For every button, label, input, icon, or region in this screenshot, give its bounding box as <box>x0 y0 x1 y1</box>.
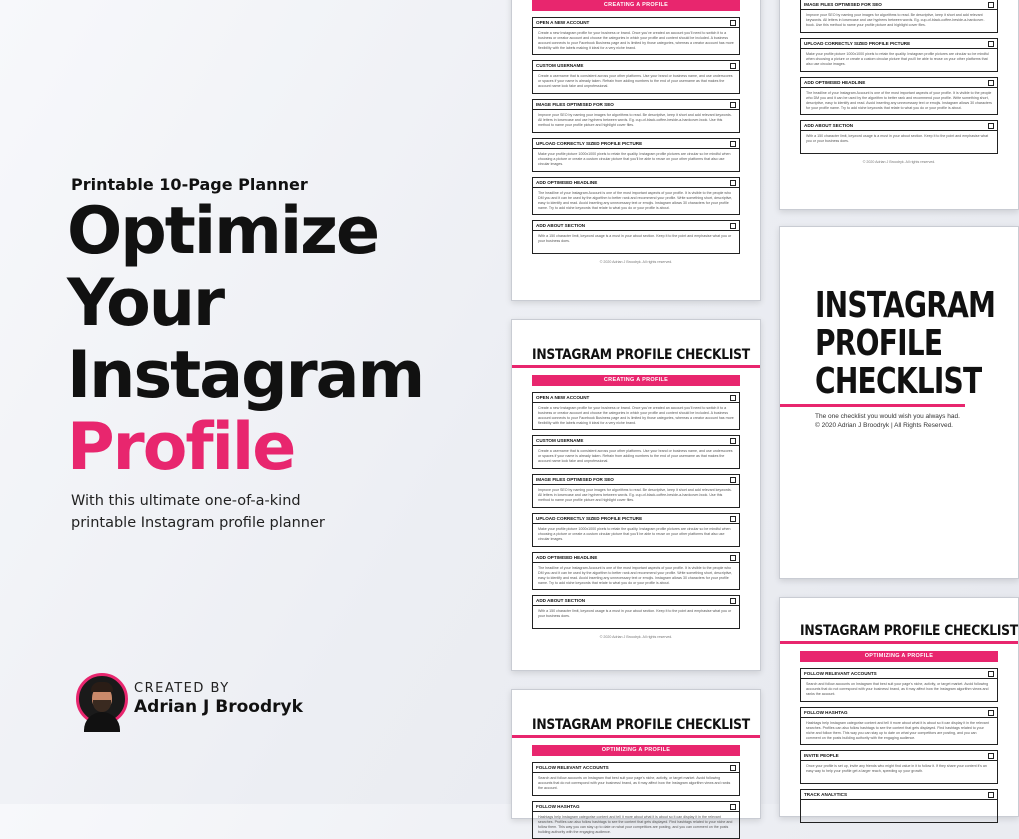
item-text: Create a new Instagram profile for your business or brand. Once you've created an account you'll need to switch it to a business or creator account and choose the categories in which your profile and content should be included. A business account connects to your Facebook Business page and is limited by those categories, whereas a creator account has more flexibility with the labels making it ideal for a very niche brand. <box>538 31 734 50</box>
checkbox[interactable] <box>730 438 736 444</box>
checklist-item <box>532 220 740 254</box>
checkbox[interactable] <box>730 395 736 401</box>
hero-title-line-1: Optimize <box>67 194 379 269</box>
item-title: FOLLOW HASHTAG <box>804 710 848 715</box>
item-text: Make your profile picture 1000x1000 pixels to retain the quality. Instagram profile pictures are circular so be mindful when choosing a picture or create a custom circular picture that you'll be able to reuse on your other platforms that also use circular images. <box>806 52 989 66</box>
checklist-page-creating-top <box>511 0 761 301</box>
checkbox[interactable] <box>988 792 994 798</box>
checklist-item <box>532 392 740 430</box>
checklist-item <box>532 17 740 55</box>
checklist-item <box>532 99 740 133</box>
item-text: Create a username that is consistent across your other platforms. Use your brand or business name, and use underscores or spaces if your name is already taken. Refrain from adding numbers to the end of your username as that makes the account name look fake and unprofessional. <box>538 449 733 463</box>
item-text: With a 150 character limit, keyword usage is a must in your about section. Keep it to the point and emphasise what you or your business does. <box>538 234 732 243</box>
avatar <box>76 673 128 725</box>
item-title: CUSTOM USERNAME <box>536 438 584 443</box>
creator-text <box>134 681 303 717</box>
item-title: IMAGE FILES OPTIMISED FOR SEO <box>536 477 614 482</box>
item-title: TRACK ANALYTICS <box>804 792 848 797</box>
checkbox[interactable] <box>730 555 736 561</box>
creating-banner: CREATING A PROFILE <box>532 375 740 386</box>
hero <box>0 0 500 804</box>
checklist-page-creating-right <box>779 0 1019 210</box>
hero-title-line-3: Instagram <box>67 338 424 413</box>
item-text: The headline of your Instagram Account is one of the most important aspects of your profile. It is visible to the people who DM you and it can be used by the algorithm to better rank and recommend your profile. Write something short, descriptive, easy to identify and read. Avoid inserting any unnecessary text or emojis. Instagram allows 30 characters for your profile name. Try to add niche keywords that relate to what you do or your profile is about. <box>538 566 733 585</box>
item-title: UPLOAD CORRECTLY SIZED PROFILE PICTURE <box>804 41 911 46</box>
item-title: ADD ABOUT SECTION <box>536 598 586 603</box>
optimizing-banner: OPTIMIZING A PROFILE <box>800 651 998 662</box>
checklist-item <box>532 60 740 94</box>
checklist-page-creating-full <box>511 319 761 671</box>
checklist-page-optimizing-right <box>779 597 1019 817</box>
hero-tagline-line-2: printable Instagram profile planner <box>71 515 325 531</box>
checklist-item <box>532 138 740 172</box>
item-title: ADD OPTIMISED HEADLINE <box>536 180 598 185</box>
checkbox[interactable] <box>988 80 994 86</box>
checklist-item <box>800 668 998 702</box>
heading-rule <box>512 735 760 738</box>
checklist-item <box>800 707 998 745</box>
item-text: Hashtags help Instagram categorise content and tell it more about what it is about so it can display it in the relevant searches. Profiles can also follow hashtags to see the content that gets displayed. Find hashtags related to your niche and follow them. This way you can stay up to date on what your competitors are posting, and you can comment on the posts building authority with the engaging audience. <box>806 721 989 740</box>
checkbox[interactable] <box>988 710 994 716</box>
checklist-item <box>800 120 998 154</box>
checkbox[interactable] <box>730 63 736 69</box>
item-title: ADD OPTIMISED HEADLINE <box>536 555 598 560</box>
item-text <box>801 800 997 822</box>
item-text: Improve your SEO by naming your images for algorithms to read. Be descriptive, keep it short and add relevant keywords. All letters in lowercase and use hyphens between words. Eg. cup-of-black-coffee-beside-a-hardcover-book. Use this method to name your profile picture and highlight cover files. <box>538 113 732 127</box>
avatar-body <box>84 712 120 732</box>
item-title: ADD ABOUT SECTION <box>804 123 854 128</box>
checklist-item <box>532 435 740 469</box>
checkbox[interactable] <box>730 223 736 229</box>
creator-block <box>76 673 303 725</box>
checklist-item <box>800 789 998 823</box>
checkbox[interactable] <box>730 20 736 26</box>
hero-title-line-2: Your <box>67 266 224 341</box>
checklist-cover-page <box>779 226 1019 579</box>
cover-title-line-1: INSTAGRAM <box>815 285 996 326</box>
item-text: Hashtags help Instagram categorise content and tell it more about what it is about so it can display it in the relevant searches. Profiles can also follow hashtags to see the content that gets displayed. Find hashtags related to your niche and follow them. This way you can stay up to date on what your competitors are posting, and you can comment on the posts building authority with the engaging audience. <box>538 815 733 834</box>
checkbox[interactable] <box>988 123 994 129</box>
checklist-item <box>800 77 998 115</box>
item-text: Search and follow accounts on Instagram that best suit your page's niche, activity, or target market. Avoid following accounts that do not correspond with your business/ brand, as it may affect how the Instagram algorithm views and ranks the account. <box>806 682 989 696</box>
item-text: Search and follow accounts on Instagram that best suit your page's niche, activity, or target market. Avoid following accounts that do not correspond with your business/ brand, as it may affect how the Instagram algorithm views and ranks the account. <box>538 776 731 790</box>
checklist-item <box>532 177 740 215</box>
checklist-item <box>532 801 740 839</box>
cover-tagline: The one checklist you would wish you always had. <box>815 413 960 420</box>
checklist-page-optimizing-bottom <box>511 689 761 834</box>
item-title: IMAGE FILES OPTIMISED FOR SEO <box>536 102 614 107</box>
item-text: Create a username that is consistent across your other platforms. Use your brand or business name, and use underscores or spaces if your name is already taken. Refrain from adding numbers to the end of your username as that makes the account name look fake and unprofessional. <box>538 74 733 88</box>
checklist-item <box>800 0 998 33</box>
cover-rule <box>780 404 965 407</box>
item-text: Make your profile picture 1000x1000 pixels to retain the quality. Instagram profile pictures are circular so be mindful when choosing a picture or create a custom circular picture that you'll be able to reuse on your other platforms that also use circular images. <box>538 152 731 166</box>
checklist-heading: INSTAGRAM PROFILE CHECKLIST <box>800 623 1018 639</box>
item-text: Improve your SEO by naming your images for algorithms to read. Be descriptive, keep it short and add relevant keywords. All letters in lowercase and use hyphens between words. Eg. cup-of-black-coffee-beside-a-hardcover-book. Use this method to name your profile picture and highlight cover files. <box>538 488 732 502</box>
checklist-item <box>800 38 998 72</box>
optimizing-banner: OPTIMIZING A PROFILE <box>532 745 740 756</box>
item-title: CUSTOM USERNAME <box>536 63 584 68</box>
heading-rule <box>512 365 760 368</box>
checklist-item <box>532 513 740 547</box>
item-title: UPLOAD CORRECTLY SIZED PROFILE PICTURE <box>536 141 643 146</box>
item-title: UPLOAD CORRECTLY SIZED PROFILE PICTURE <box>536 516 643 521</box>
checkbox[interactable] <box>988 671 994 677</box>
item-title: FOLLOW RELEVANT ACCOUNTS <box>536 765 609 770</box>
item-text: Improve your SEO by naming your images for algorithms to read. Be descriptive, keep it short and add relevant keywords. All letters in lowercase and use hyphens between words. Eg. cup-of-black-coffee-beside-a-hardcover-book. Use this method to name your profile picture and highlight cover files. <box>806 13 985 27</box>
item-title: OPEN A NEW ACCOUNT <box>536 20 590 25</box>
checklist-item <box>532 552 740 590</box>
item-text: With a 150 character limit, keyword usage is a must in your about section. Keep it to the point and emphasise what you or your business does. <box>806 134 989 143</box>
checkbox[interactable] <box>730 804 736 810</box>
checklist-item <box>532 474 740 508</box>
item-text: The headline of your Instagram Account is one of the most important aspects of your profile. It is visible to the people who DM you and it can be used by the algorithm to better rank and recommend your profile. Write something short, descriptive, easy to identify and read. Avoid inserting any unnecessary text or emojis. Instagram allows 30 characters for your profile name. Try to add niche keywords that relate to what you do or your profile is about. <box>538 191 733 210</box>
checkbox[interactable] <box>988 41 994 47</box>
creating-banner: CREATING A PROFILE <box>532 0 740 11</box>
item-text: The headline of your Instagram Account is one of the most important aspects of your profile. It is visible to the people who DM you and it can be used by the algorithm to better rank and recommend your profile. Write something short, descriptive, easy to identify and read. Avoid inserting any unnecessary text or emojis. Instagram allows 30 characters for your profile name. Try to add niche keywords that relate to what you do or your profile is about. <box>806 91 992 110</box>
hero-title <box>67 196 423 484</box>
cover-title-line-3: CHECKLIST <box>815 361 982 402</box>
checklist-item <box>532 762 740 796</box>
heading-rule <box>780 641 1018 644</box>
item-title: FOLLOW HASHTAG <box>536 804 580 809</box>
created-by-label: CREATED BY <box>134 681 230 696</box>
item-title: OPEN A NEW ACCOUNT <box>536 395 590 400</box>
checkbox[interactable] <box>730 765 736 771</box>
checkbox[interactable] <box>988 2 994 8</box>
item-text: Make your profile picture 1000x1000 pixels to retain the quality. Instagram profile pictures are circular so be mindful when choosing a picture or create a custom circular picture that you'll be able to reuse on your other platforms that also use circular images. <box>538 527 731 541</box>
creator-name: Adrian J Broodryk <box>134 697 303 717</box>
hero-title-line-4: Profile <box>67 410 295 485</box>
page-footer: © 2020 Adrian J Broodryk. All rights reserved. <box>599 260 673 264</box>
checkbox[interactable] <box>730 102 736 108</box>
checkbox[interactable] <box>730 477 736 483</box>
item-text: Create a new Instagram profile for your business or brand. Once you've created an account you'll need to switch it to a business or creator account and choose the categories in which your profile and content should be included. A business account connects to your Facebook Business page and is limited by those categories, whereas a creator account has more flexibility with the labels making it ideal for a very niche brand. <box>538 406 734 425</box>
checkbox[interactable] <box>730 180 736 186</box>
avatar-beard <box>93 700 111 712</box>
item-title: ADD ABOUT SECTION <box>536 223 586 228</box>
checklist-item <box>532 595 740 629</box>
item-title: ADD OPTIMISED HEADLINE <box>804 80 866 85</box>
checklist-heading: INSTAGRAM PROFILE CHECKLIST <box>532 347 750 363</box>
item-title: INVITE PEOPLE <box>804 753 839 758</box>
avatar-hair <box>91 682 113 692</box>
checkbox[interactable] <box>730 141 736 147</box>
page-footer: © 2020 Adrian J Broodryk. All rights reserved. <box>862 160 936 164</box>
checklist-heading: INSTAGRAM PROFILE CHECKLIST <box>532 717 750 733</box>
hero-tagline-line-1: With this ultimate one-of-a-kind <box>71 493 301 509</box>
hero-tagline <box>71 490 371 534</box>
hero-subhead: Printable 10-Page Planner <box>71 175 308 194</box>
checkbox[interactable] <box>730 598 736 604</box>
cover-title-line-2: PROFILE <box>815 323 943 364</box>
item-text: With a 150 character limit, keyword usage is a must in your about section. Keep it to the point and emphasise what you or your business does. <box>538 609 732 618</box>
checkbox[interactable] <box>988 753 994 759</box>
item-title: FOLLOW RELEVANT ACCOUNTS <box>804 671 877 676</box>
page-footer: © 2020 Adrian J Broodryk. All rights reserved. <box>599 635 673 639</box>
item-title: IMAGE FILES OPTIMISED FOR SEO <box>804 2 882 7</box>
checklist-item <box>800 750 998 784</box>
item-text: Once your profile is set up, invite any friends who might find value in it to follow it. If they share your content it's an easy way to help your profile get a larger reach, speeding up your growth. <box>806 764 987 773</box>
cover-copyright: © 2020 Adrian J Broodryk | All Rights Reserved. <box>815 422 953 429</box>
checkbox[interactable] <box>730 516 736 522</box>
cover-title <box>815 287 995 401</box>
